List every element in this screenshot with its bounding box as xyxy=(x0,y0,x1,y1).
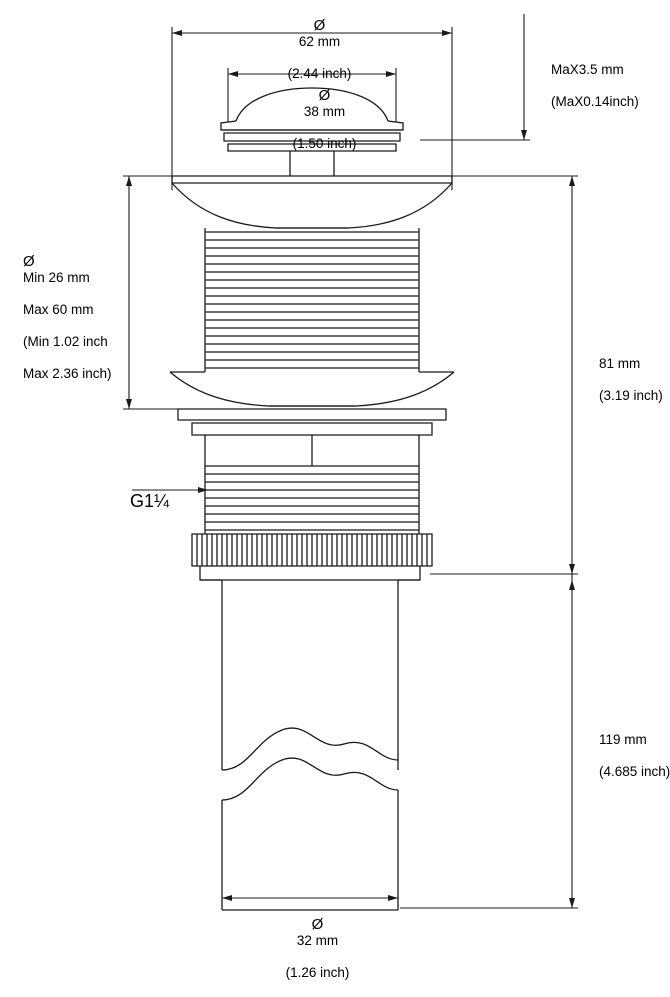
thread-callout-text: G1¼ xyxy=(130,491,170,511)
dim-119mm-imperial: (4.685 inch) xyxy=(599,764,670,779)
upper-flange xyxy=(172,176,452,228)
dim-label-max35mm-group xyxy=(536,46,666,126)
lower-threaded-body xyxy=(205,466,419,534)
dim-label-119mm-group xyxy=(584,716,668,796)
diameter-symbol: Ø xyxy=(23,253,35,270)
diameter-symbol: Ø xyxy=(311,916,324,933)
washer-plates xyxy=(178,409,446,435)
dim-counter-line3: (Min 1.02 inch xyxy=(23,334,108,349)
tailpiece-shoulder xyxy=(200,566,420,580)
lower-neck xyxy=(205,435,419,466)
dim-max35mm-line1: MaX3.5 mm xyxy=(551,62,624,77)
dim-label-81mm-group xyxy=(584,340,664,420)
dim-81mm xyxy=(430,176,578,574)
dim-81mm-metric: 81 mm xyxy=(599,356,641,371)
dim-counter-line1: Min 26 mm xyxy=(23,270,90,285)
dim-max35mm-line2: (MaX0.14inch) xyxy=(551,94,639,109)
dim-label-g114 xyxy=(110,477,180,525)
dim-label-32mm-group xyxy=(234,901,386,997)
dim-counter-line4: Max 2.36 inch) xyxy=(23,366,112,381)
dim-counter-line2: Max 60 mm xyxy=(23,302,94,317)
dim-label-38mm-group xyxy=(241,72,393,168)
diameter-symbol: Ø xyxy=(318,87,331,104)
dim-32mm-imperial: (1.26 inch) xyxy=(285,965,350,980)
dim-119mm xyxy=(400,574,578,908)
tailpiece-tube xyxy=(222,580,398,910)
lock-nut xyxy=(192,534,432,566)
dim-62mm-imperial: (2.44 inch) xyxy=(287,66,352,81)
dim-119mm-metric: 119 mm xyxy=(599,732,647,747)
dim-38mm-imperial: (1.50 inch) xyxy=(292,136,357,151)
diameter-symbol: Ø xyxy=(313,17,326,34)
upper-threaded-body xyxy=(205,228,419,372)
dim-62mm-metric: 62 mm xyxy=(298,34,341,49)
dim-38mm-metric: 38 mm xyxy=(303,104,346,119)
dim-32mm-metric: 32 mm xyxy=(296,933,339,948)
gasket-dish xyxy=(170,372,454,406)
dim-81mm-imperial: (3.19 inch) xyxy=(599,388,663,403)
dim-label-counter-thickness-group xyxy=(8,238,132,398)
